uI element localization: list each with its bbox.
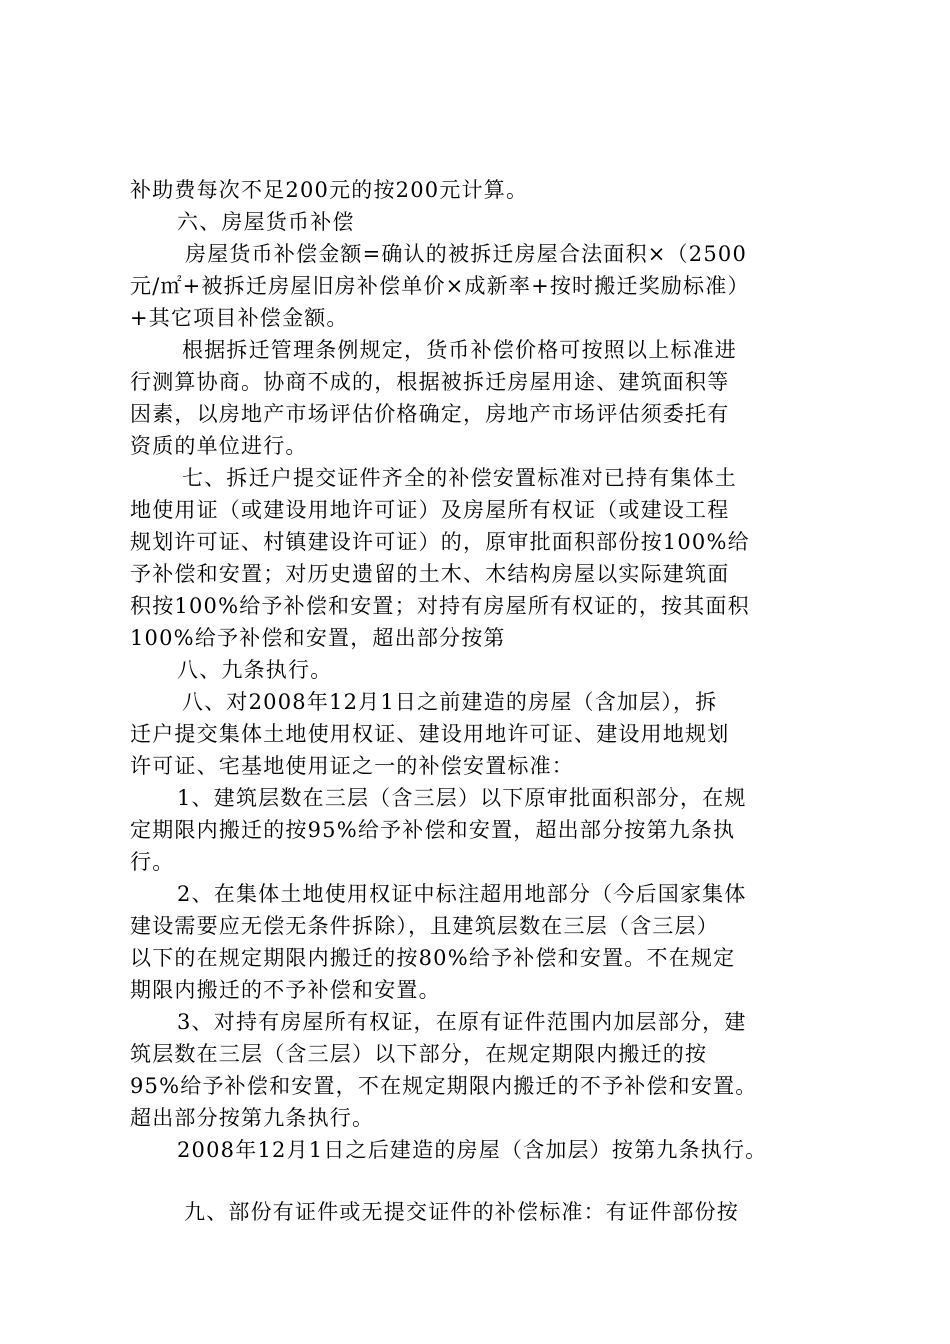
text-line-26: 期限内搬迁的不予补偿和安置。	[130, 978, 441, 1002]
section-heading-8: 八、对2008年12月1日之前建造的房屋（含加层），拆	[182, 690, 718, 714]
text-line-1: 补助费每次不足200元的按200元计算。	[130, 178, 529, 202]
section-heading-7: 七、拆迁户提交证件齐全的补偿安置标准对已持有集体土	[182, 466, 737, 490]
text-line-16: 八、九条执行。	[177, 658, 333, 682]
section-heading-9: 九、部份有证件或无提交证件的补偿标准：有证件部份按	[184, 1200, 739, 1224]
text-line-29: 95%给予补偿和安置，不在规定期限内搬迁的不予补偿和安置。	[130, 1074, 758, 1098]
text-line-8: 因素，以房地产市场评估价格确定，房地产市场评估须委托有	[130, 402, 730, 426]
text-line-18: 迁户提交集体土地使用权证、建设用地许可证、建设用地规划	[130, 722, 730, 746]
text-line-31: 2008年12月1日之后建造的房屋（含加层）按第九条执行。	[177, 1138, 768, 1162]
list-item-2: 2、在集体土地使用权证中标注超用地部分（今后国家集体	[177, 882, 747, 906]
text-line-28: 筑层数在三层（含三层）以下部分，在规定期限内搬迁的按	[130, 1042, 708, 1066]
text-line-11: 地使用证（或建设用地许可证）及房屋所有权证（或建设工程	[130, 498, 730, 522]
text-line-12: 规划许可证、村镇建设许可证）的，原审批面积部份按100%给	[130, 530, 750, 554]
text-line-25: 以下的在规定期限内搬迁的按80%给予补偿和安置。不在规定	[130, 946, 736, 970]
list-item-3: 3、对持有房屋所有权证，在原有证件范围内加层部分，建	[177, 1010, 747, 1034]
text-line-14: 积按100%给予补偿和安置；对持有房屋所有权证的，按其面积	[130, 594, 750, 618]
text-line-5: +其它项目补偿金额。	[130, 306, 349, 330]
text-line-30: 超出部分按第九条执行。	[130, 1106, 375, 1130]
list-item-1: 1、建筑层数在三层（含三层）以下原审批面积部分，在规	[177, 786, 747, 810]
text-line-3: 房屋货币补偿金额=确认的被拆迁房屋合法面积×（2500	[185, 242, 748, 266]
text-line-7: 行测算协商。协商不成的，根据被拆迁房屋用途、建筑面积等	[130, 370, 730, 394]
section-heading-6: 六、房屋货币补偿	[177, 210, 355, 234]
text-line-24: 建设需要应无偿无条件拆除），且建筑层数在三层（含三层）	[130, 914, 719, 938]
text-line-4: 元/㎡+被拆迁房屋旧房补偿单价×成新率+按时搬迁奖励标准）	[130, 274, 750, 298]
text-line-13: 予补偿和安置；对历史遗留的土木、木结构房屋以实际建筑面	[130, 562, 730, 586]
text-line-9: 资质的单位进行。	[130, 434, 308, 458]
text-line-19: 许可证、宅基地使用证之一的补偿安置标准：	[130, 754, 574, 778]
text-line-22: 行。	[130, 850, 175, 874]
text-line-15: 100%给予补偿和安置，超出部分按第	[130, 626, 506, 650]
text-line-6: 根据拆迁管理条例规定，货币补偿价格可按照以上标准进	[182, 338, 737, 362]
text-line-21: 定期限内搬迁的按95%给予补偿和安置，超出部分按第九条执	[130, 818, 736, 842]
